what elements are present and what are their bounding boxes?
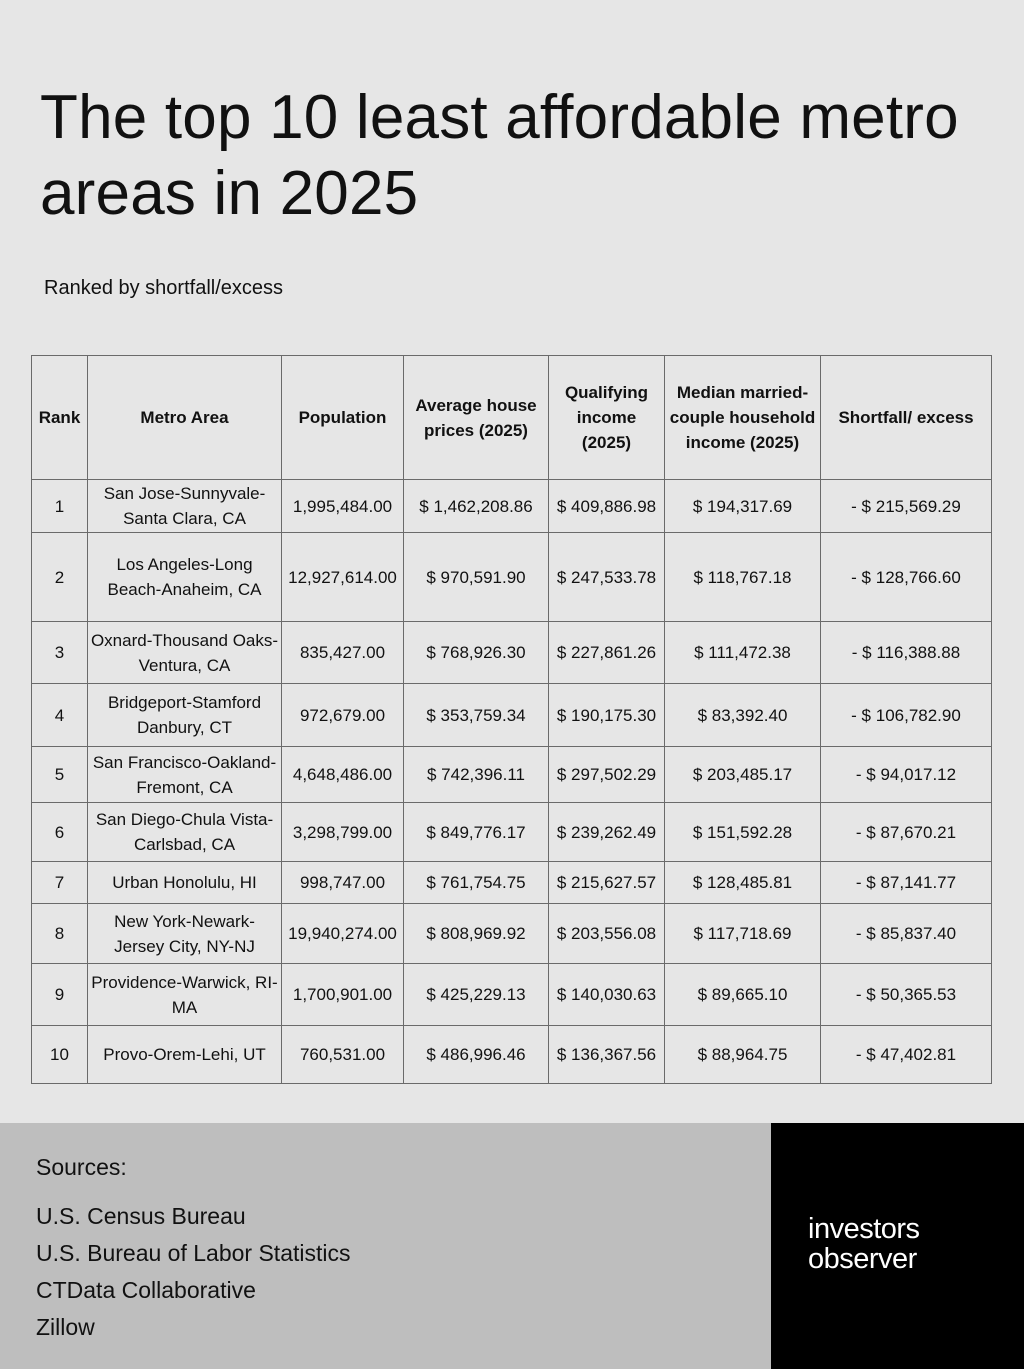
cell-shortfall-excess: - $ 50,365.53: [821, 964, 992, 1026]
cell-shortfall-excess: - $ 106,782.90: [821, 684, 992, 747]
cell-average-house-price: $ 486,996.46: [404, 1026, 549, 1084]
cell-metro-area: Oxnard-Thousand Oaks-Ventura, CA: [88, 622, 282, 684]
table-row: [32, 803, 992, 862]
cell-shortfall-excess: - $ 85,837.40: [821, 904, 992, 964]
cell-metro-area: Providence-Warwick, RI-MA: [88, 964, 282, 1026]
cell-median-income: $ 194,317.69: [665, 480, 821, 533]
source-item: U.S. Census Bureau: [36, 1203, 246, 1229]
table-row: [32, 964, 992, 1026]
cell-qualifying-income: $ 136,367.56: [549, 1026, 665, 1084]
cell-population: 998,747.00: [282, 862, 404, 904]
cell-qualifying-income: $ 297,502.29: [549, 747, 665, 803]
table-row: [32, 684, 992, 747]
cell-median-income: $ 89,665.10: [665, 964, 821, 1026]
cell-rank: 3: [32, 622, 88, 684]
cell-average-house-price: $ 353,759.34: [404, 684, 549, 747]
cell-metro-area: San Jose-Sunnyvale-Santa Clara, CA: [88, 480, 282, 533]
cell-population: 760,531.00: [282, 1026, 404, 1084]
cell-shortfall-excess: - $ 47,402.81: [821, 1026, 992, 1084]
source-item: U.S. Bureau of Labor Statistics: [36, 1240, 351, 1266]
cell-metro-area: San Diego-Chula Vista-Carlsbad, CA: [88, 803, 282, 862]
cell-shortfall-excess: - $ 116,388.88: [821, 622, 992, 684]
cell-average-house-price: $ 425,229.13: [404, 964, 549, 1026]
cell-median-income: $ 83,392.40: [665, 684, 821, 747]
source-item: Zillow: [36, 1314, 95, 1340]
header-rank: Rank: [32, 356, 88, 480]
cell-qualifying-income: $ 247,533.78: [549, 533, 665, 622]
cell-population: 835,427.00: [282, 622, 404, 684]
page-title: The top 10 least affordable metro areas in 2025: [40, 83, 959, 228]
cell-average-house-price: $ 1,462,208.86: [404, 480, 549, 533]
cell-shortfall-excess: - $ 87,670.21: [821, 803, 992, 862]
cell-rank: 7: [32, 862, 88, 904]
table-row: [32, 1026, 992, 1084]
cell-qualifying-income: $ 140,030.63: [549, 964, 665, 1026]
cell-rank: 4: [32, 684, 88, 747]
cell-population: 972,679.00: [282, 684, 404, 747]
affordability-table: [31, 355, 992, 1084]
cell-average-house-price: $ 742,396.11: [404, 747, 549, 803]
cell-median-income: $ 111,472.38: [665, 622, 821, 684]
investors-observer-logo: [808, 1214, 998, 1278]
cell-rank: 9: [32, 964, 88, 1026]
table-row: [32, 622, 992, 684]
cell-shortfall-excess: - $ 128,766.60: [821, 533, 992, 622]
cell-median-income: $ 118,767.18: [665, 533, 821, 622]
cell-population: 1,700,901.00: [282, 964, 404, 1026]
table-row: [32, 480, 992, 533]
header-average-house-prices: Average house prices (2025): [404, 356, 549, 480]
header-median-household-income: Median married-couple household income (2025): [665, 356, 821, 480]
logo-line-investors: investors: [808, 1213, 920, 1245]
cell-population: 19,940,274.00: [282, 904, 404, 964]
cell-metro-area: Bridgeport-Stamford Danbury, CT: [88, 684, 282, 747]
cell-qualifying-income: $ 203,556.08: [549, 904, 665, 964]
cell-qualifying-income: $ 215,627.57: [549, 862, 665, 904]
table-body: [32, 480, 992, 1084]
sources-label: Sources:: [36, 1154, 127, 1180]
cell-rank: 6: [32, 803, 88, 862]
cell-rank: 1: [32, 480, 88, 533]
cell-metro-area: Urban Honolulu, HI: [88, 862, 282, 904]
cell-rank: 8: [32, 904, 88, 964]
cell-median-income: $ 203,485.17: [665, 747, 821, 803]
cell-rank: 10: [32, 1026, 88, 1084]
cell-median-income: $ 117,718.69: [665, 904, 821, 964]
source-item: CTData Collaborative: [36, 1277, 256, 1303]
cell-average-house-price: $ 970,591.90: [404, 533, 549, 622]
cell-population: 3,298,799.00: [282, 803, 404, 862]
cell-population: 12,927,614.00: [282, 533, 404, 622]
cell-population: 4,648,486.00: [282, 747, 404, 803]
table-header-row: [32, 356, 992, 480]
cell-median-income: $ 128,485.81: [665, 862, 821, 904]
cell-qualifying-income: $ 409,886.98: [549, 480, 665, 533]
header-metro-area: Metro Area: [88, 356, 282, 480]
cell-average-house-price: $ 849,776.17: [404, 803, 549, 862]
cell-metro-area: Provo-Orem-Lehi, UT: [88, 1026, 282, 1084]
sources-list: [36, 1198, 351, 1346]
cell-population: 1,995,484.00: [282, 480, 404, 533]
header-qualifying-income: Qualifying income (2025): [549, 356, 665, 480]
page-subtitle: Ranked by shortfall/excess: [44, 277, 284, 299]
table-row: [32, 862, 992, 904]
cell-median-income: $ 88,964.75: [665, 1026, 821, 1084]
cell-rank: 2: [32, 533, 88, 622]
cell-qualifying-income: $ 239,262.49: [549, 803, 665, 862]
cell-shortfall-excess: - $ 94,017.12: [821, 747, 992, 803]
cell-shortfall-excess: - $ 215,569.29: [821, 480, 992, 533]
header-shortfall-excess: Shortfall/ excess: [821, 356, 992, 480]
cell-average-house-price: $ 761,754.75: [404, 862, 549, 904]
cell-average-house-price: $ 768,926.30: [404, 622, 549, 684]
cell-shortfall-excess: - $ 87,141.77: [821, 862, 992, 904]
header-population: Population: [282, 356, 404, 480]
cell-qualifying-income: $ 190,175.30: [549, 684, 665, 747]
cell-metro-area: San Francisco-Oakland-Fremont, CA: [88, 747, 282, 803]
table-row: [32, 533, 992, 622]
table-row: [32, 747, 992, 803]
cell-median-income: $ 151,592.28: [665, 803, 821, 862]
cell-rank: 5: [32, 747, 88, 803]
cell-metro-area: Los Angeles-Long Beach-Anaheim, CA: [88, 533, 282, 622]
table-row: [32, 904, 992, 964]
cell-metro-area: New York-Newark-Jersey City, NY-NJ: [88, 904, 282, 964]
logo-line-observer: observer: [808, 1243, 917, 1275]
cell-average-house-price: $ 808,969.92: [404, 904, 549, 964]
cell-qualifying-income: $ 227,861.26: [549, 622, 665, 684]
